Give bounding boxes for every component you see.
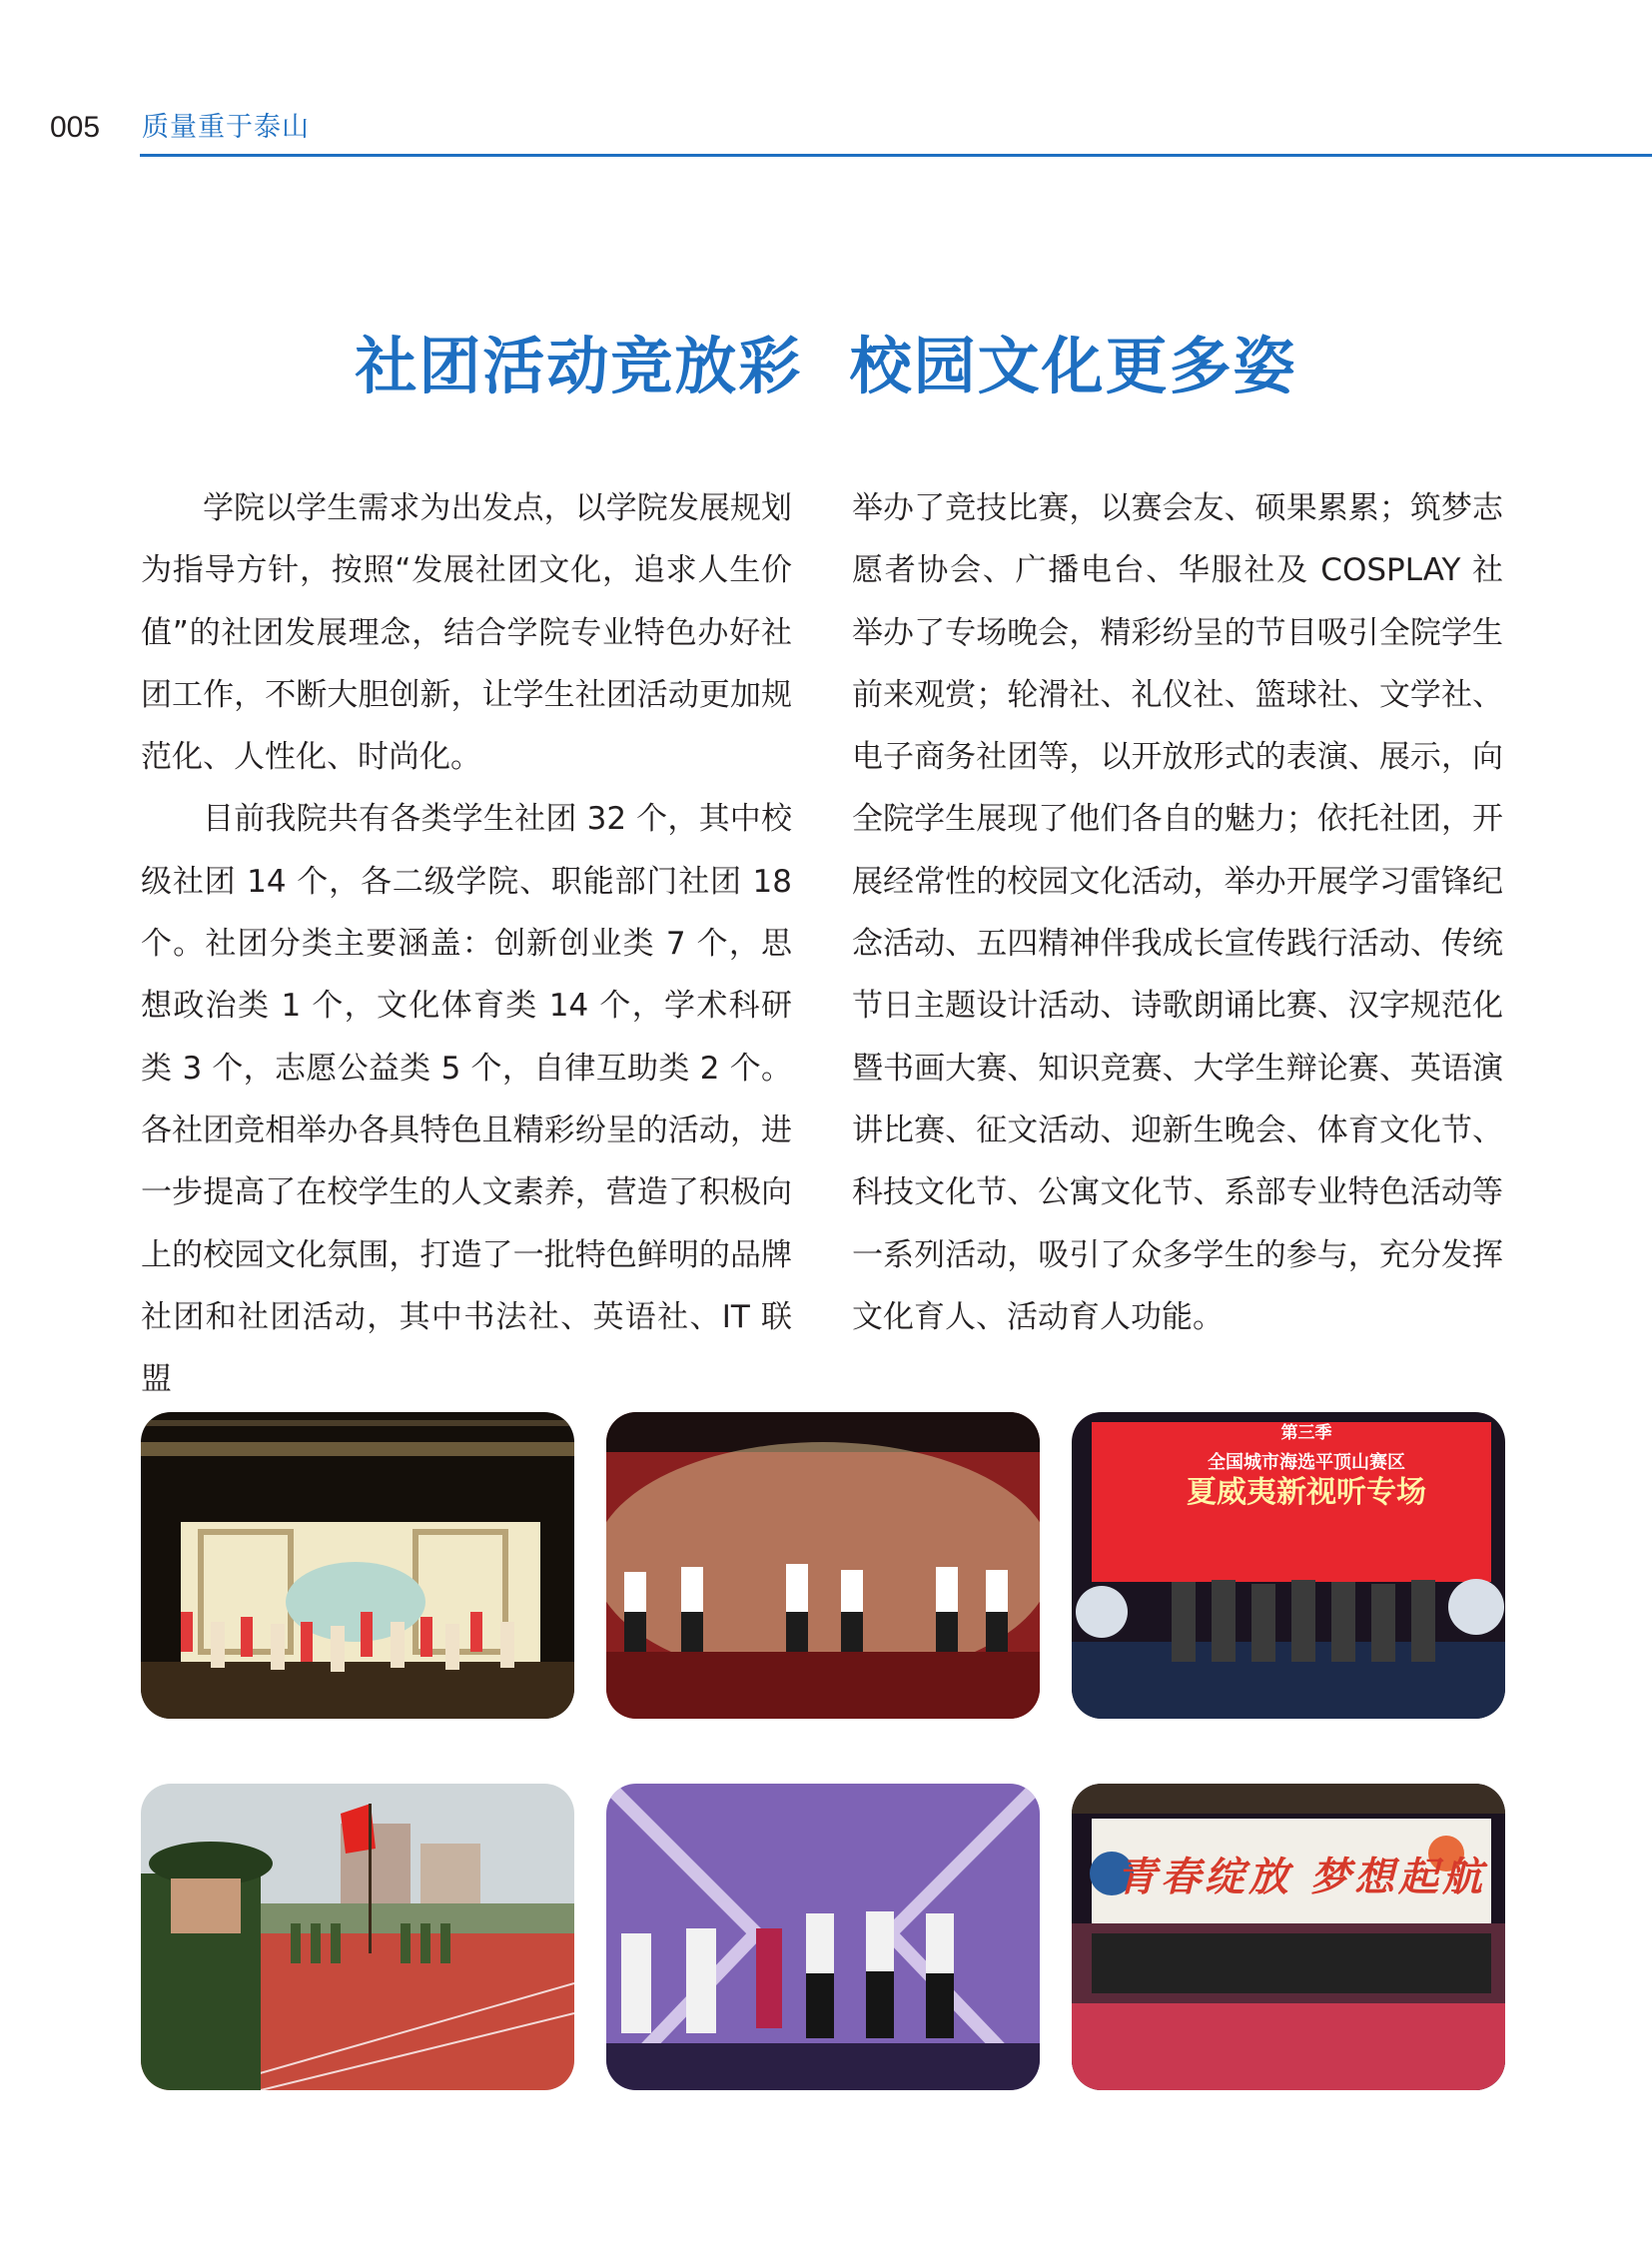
banner-subtitle: 全国城市海选平顶山赛区: [1208, 1452, 1405, 1473]
paragraph: 学院以学生需求为出发点，以学院发展规划为指导方针，按照“发展社团文化，追求人生价值”的社团发展理念，结合学院专业特色办好社团工作，不断大胆创新，让学生社团活动更加规范化、人性化、时尚化。: [141, 490, 792, 776]
photo-singing-contest: [1072, 1412, 1505, 1719]
paragraph: 举办了竞技比赛，以赛会友、硕果累累；筑梦志愿者协会、广播电台、华服社及 COSPLAY 社举办了专场晚会，精彩纷呈的节目吸引全院学生前来观赏；轮滑社、礼仪社、篮球社、文学社、电子商务社团等，以开放形式的表演、展示，向全院学生展现了他们各自的魅力；依托社团，开展经常性的校园文化活动，举办开展学习雷锋纪念活动、五四精神伴我成长宣传践行活动、传统节日主题设计活动、诗歌朗诵比赛、汉字规范化暨书画大赛、知识竞赛、大学生辩论赛、英语演讲比赛、征文活动、迎新生晚会、体育文化节、科技文化节、公寓文化节、系部专业特色活动等一系列活动，吸引了众多学生的参与，充分发挥文化育人、活动育人功能。: [852, 490, 1503, 1335]
photo-fashion-show: [606, 1784, 1040, 2090]
page-number: 005: [50, 111, 101, 144]
article-title: 社团活动竞放彩 校园文化更多姿: [355, 330, 1297, 402]
contest-banner: [1142, 1418, 1471, 1508]
photo-classical-dance: [141, 1412, 574, 1719]
page-header: [50, 108, 1652, 158]
photo-slogan: 青春绽放 梦想起航: [1117, 1854, 1486, 1900]
banner-title: 夏威夷新视听专场: [1187, 1475, 1426, 1510]
banner-season: 第三季: [1280, 1423, 1332, 1443]
section-name: 质量重于泰山: [142, 112, 310, 143]
paragraph: 目前我院共有各类学生社团 32 个，其中校级社团 14 个，各二级学院、职能部门社团 18 个。社团分类主要涵盖：创新创业类 7 个，思想政治类 1 个，文化体育类 14 个，学术科研类 3 个，志愿公益类 5 个，自律互助类 2 个。各社团竞相举办各具特色且精彩纷呈的活动，进一步提高了在校学生的人文素养，营造了积极向上的校园文化氛围，打造了一批特色鲜明的品牌社团和社团活动，其中书法社、英语社、IT 联盟: [141, 801, 792, 1398]
header-rule: [140, 154, 1652, 157]
photo-group-slogan: [1072, 1784, 1505, 2090]
text-column-left: [141, 477, 792, 1410]
text-column-right: [852, 477, 1503, 1348]
photo-recitation-stage: [606, 1412, 1040, 1719]
photo-military-parade: [141, 1784, 574, 2090]
